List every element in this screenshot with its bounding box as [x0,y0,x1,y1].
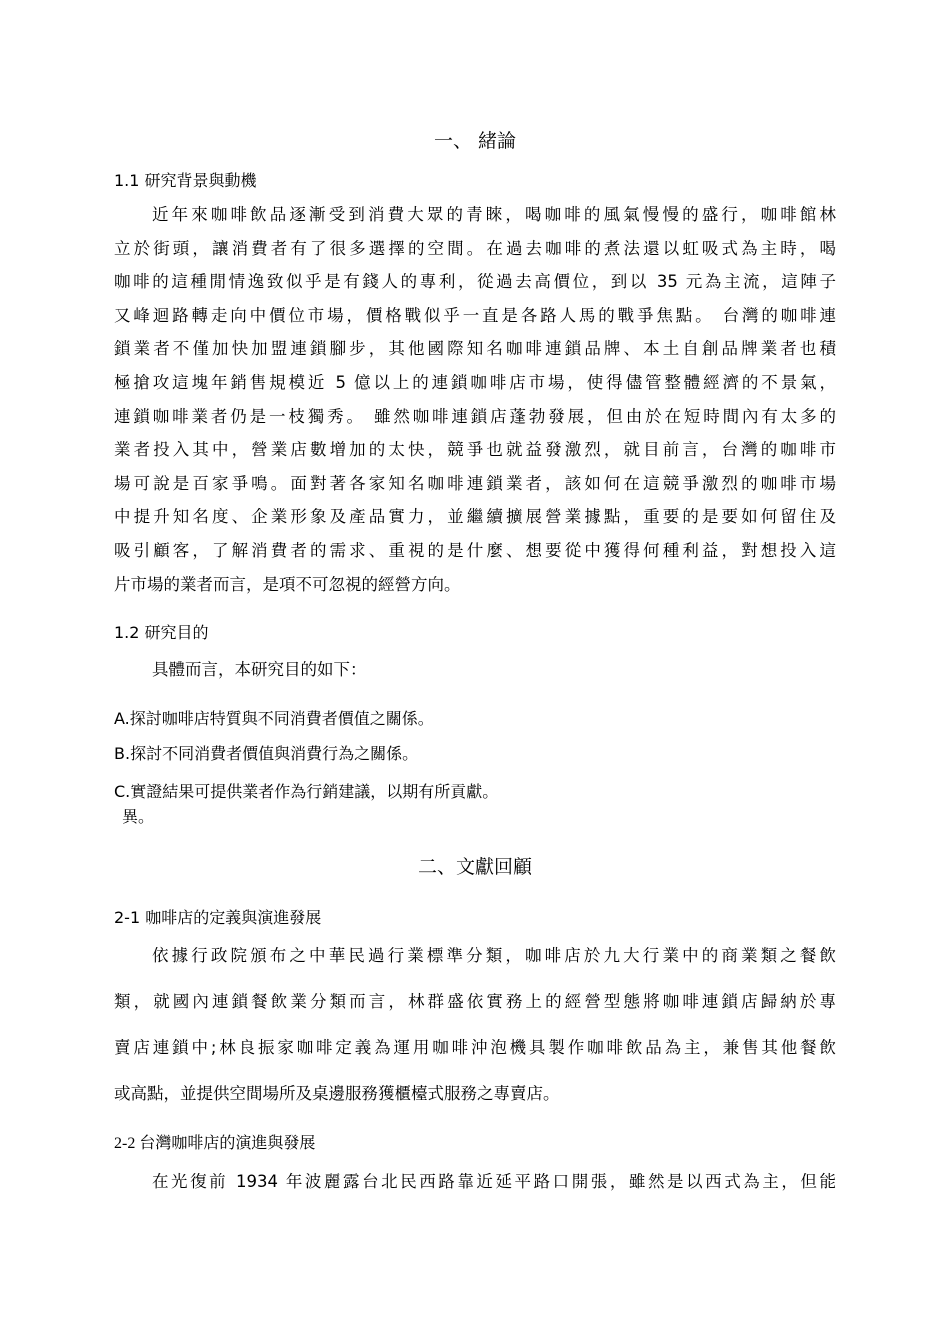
chapter-title-introduction: 一、 緒論 [433,130,517,152]
objective-item-a: A.探討咖啡店特質與不同消費者價值之關係。 [114,709,434,728]
paragraph-taiwan-coffee-history [114,1165,836,1199]
objective-item-c: C.實證結果可提供業者作為行銷建議，以期有所貢獻。 [114,782,499,801]
paragraph-line: 在光復前 1934 年波麗露台北民西路靠近延平路口開張，雖然是以西式為主，但能 [152,1172,836,1191]
paragraph-line: 場可說是百家爭鳴。面對著各家知名咖啡連鎖業者，該如何在這競爭激烈的咖啡市場 [114,473,836,493]
paragraph-line: 賣店連鎖中;林良振家咖啡定義為運用咖啡沖泡機具製作咖啡飲品為主，兼售其他餐飲 [114,1038,836,1057]
chapter-title-literature-review: 二、文獻回顧 [417,856,532,878]
paragraph-line: 極搶攻這塊年銷售規模近 5 億以上的連鎖咖啡店市場，使得儘管整體經濟的不景氣， [114,372,836,392]
paragraph-line: 類，就國內連鎖餐飲業分類而言，林群盛依實務上的經營型態將咖啡連鎖店歸納於專 [114,992,836,1011]
paragraph-line: 或高點，並提供空間場所及桌邊服務獲櫃檯式服務之專賣店。 [114,1084,560,1103]
section-heading-2-2: 2-2 台灣咖啡店的演進與發展 [114,1135,316,1152]
objectives-intro: 具體而言，本研究目的如下： [152,660,367,679]
paragraph-line: 連鎖咖啡業者仍是一枝獨秀。 雖然咖啡連鎖店蓬勃發展，但由於在短時間內有太多的 [114,406,836,426]
stray-text-fragment: 異。 [122,807,155,826]
paragraph-line: 吸引顧客，了解消費者的需求、重視的是什麼、想要從中獲得何種利益，對想投入這 [114,540,836,560]
paragraph-line: 依據行政院頒布之中華民過行業標準分類，咖啡店於九大行業中的商業類之餐飲 [152,946,836,965]
paragraph-line: 業者投入其中，營業店數增加的太快，競爭也就益發激烈，就目前言，台灣的咖啡市 [114,440,836,460]
paragraph-line: 又峰迴路轉走向中價位市場，價格戰似乎一直是各路人馬的戰爭焦點。 台灣的咖啡連 [114,305,836,325]
paragraph-line: 鎖業者不僅加快加盟連鎖腳步，其他國際知名咖啡連鎖品牌、本土自創品牌業者也積 [114,339,836,359]
paragraph-line: 片市場的業者而言，是項不可忽視的經營方向。 [114,574,461,594]
section-heading-1-1: 1.1 研究背景與動機 [114,171,257,190]
paragraph-line: 中提升知名度、企業形象及產品實力，並繼續擴展營業據點，重要的是要如何留住及 [114,507,836,527]
objective-item-b: B.探討不同消費者價值與消費行為之關係。 [114,744,419,763]
paragraph-line: 立於街頭，讓消費者有了很多選擇的空間。在過去咖啡的煮法還以虹吸式為主時，喝 [114,238,836,258]
paragraph-line: 咖啡的這種閒情逸致似乎是有錢人的專利，從過去高價位，到以 35 元為主流，這陣子 [114,272,836,292]
section-heading-1-2: 1.2 研究目的 [114,623,209,642]
paragraph-coffee-shop-definition [114,933,836,1117]
section-heading-2-1: 2-1 咖啡店的定義與演進發展 [114,908,322,927]
paragraph-research-background [114,198,836,601]
paragraph-line: 近年來咖啡飲品逐漸受到消費大眾的青睞，喝咖啡的風氣慢慢的盛行，咖啡館林 [152,205,836,224]
